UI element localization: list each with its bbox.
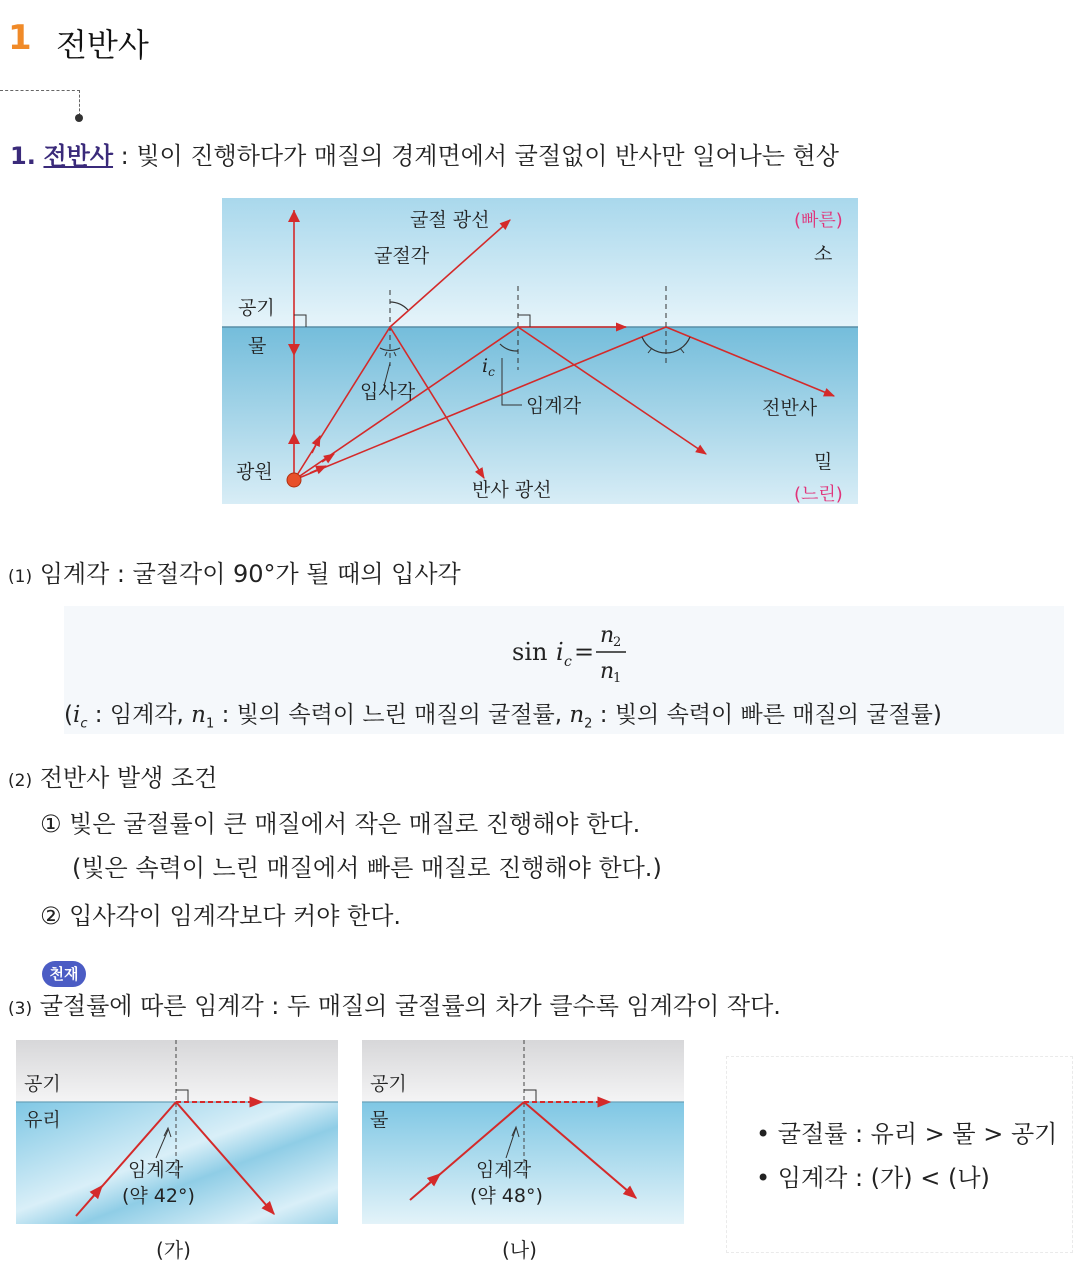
label-dense: 밀 [814, 451, 833, 473]
note-critical-angle: • 임계각 : (가) < (나) [756, 1164, 990, 1192]
condition-1-note: (빛은 속력이 느린 매질에서 빠른 매질로 진행해야 한다.) [72, 854, 662, 882]
label-total-reflection: 전반사 [762, 397, 818, 419]
total-reflection-diagram [222, 198, 858, 504]
section-title: 전반사 [56, 26, 149, 64]
svg-text:1: 1 [613, 671, 622, 684]
section-number: 1 [8, 18, 32, 58]
dotted-guide-line [0, 90, 80, 91]
comparison-box [726, 1056, 1073, 1253]
note-refractive-index: • 굴절률 : 유리 > 물 > 공기 [756, 1120, 1058, 1148]
svg-text:i: i [556, 638, 564, 666]
item-2-title: 전반사 발생 조건 [39, 764, 218, 792]
label-critical-angle: 임계각 [526, 395, 582, 417]
formula-legend: ($i_c$ : 임계각, $n_1$ : 빛의 속력이 느린 매질의 굴절률, $n_2$ : 빛의 속력이 빠른 매질의 굴절률) [64, 702, 942, 732]
panel-water-angle-value: (약 48°) [470, 1185, 543, 1207]
panel-water-top-label: 공기 [370, 1073, 407, 1095]
item-1-text: : 굴절각이 90°가 될 때의 입사각 [109, 560, 461, 588]
air-region [222, 198, 858, 327]
item-3-term: 굴절률 [39, 992, 110, 1020]
panel-glass-angle-label: 임계각 [128, 1159, 184, 1181]
label-air: 공기 [238, 297, 275, 319]
critical-angle-formula [512, 620, 642, 684]
item-2-number: (2) [8, 771, 33, 791]
item-3-number: (3) [8, 999, 33, 1019]
light-source-dot [287, 473, 301, 487]
label-ic: $i_c$ [482, 355, 495, 379]
svg-text:2: 2 [613, 635, 622, 650]
svg-text:c: c [564, 654, 572, 670]
label-fast: (빠른) [794, 210, 843, 231]
panel-glass-bottom-label: 유리 [24, 1109, 61, 1131]
label-water: 물 [248, 335, 267, 357]
label-incident-angle: 입사각 [360, 381, 416, 403]
definition-text: : 빛이 진행하다가 매질의 경계면에서 굴절없이 반사만 일어나는 현상 [113, 142, 839, 170]
definition-term: 전반사 [43, 142, 114, 170]
condition-2: ② 입사각이 임계각보다 커야 한다. [40, 902, 402, 930]
panel-glass-angle-value: (약 42°) [122, 1185, 195, 1207]
panel-water-bottom-label: 물 [370, 1109, 389, 1131]
label-reflected-ray: 반사 광선 [472, 479, 552, 501]
svg-text:n: n [600, 623, 615, 648]
svg-text:sin: sin [512, 638, 548, 666]
panel-glass-caption: (가) [156, 1238, 191, 1262]
item-1-number: (1) [8, 567, 33, 587]
condition-1: ① 빛은 굴절률이 큰 매질에서 작은 매질로 진행해야 한다. [40, 810, 641, 838]
panel-glass-top-label: 공기 [24, 1073, 61, 1095]
dotted-guide-vline [79, 90, 80, 116]
guide-dot [75, 114, 83, 122]
panel-water-angle-label: 임계각 [476, 1159, 532, 1181]
panel-water-caption: (나) [502, 1238, 537, 1262]
publisher-badge: 천재 [42, 961, 86, 987]
definition-number: 1. [10, 142, 36, 170]
item-3-text: 에 따른 임계각 : 두 매질의 굴절률의 차가 클수록 임계각이 작다. [109, 992, 781, 1020]
item-3-line [8, 986, 781, 1021]
svg-text:n: n [600, 659, 615, 684]
label-refracted-ray: 굴절 광선 [410, 209, 490, 231]
definition-line [10, 136, 839, 171]
label-slow: (느린) [794, 484, 843, 504]
panel-water [362, 1040, 684, 1224]
label-light-source: 광원 [236, 461, 273, 483]
svg-text:=: = [574, 638, 595, 666]
item-1-line [8, 554, 461, 589]
item-1-term: 임계각 [39, 560, 110, 588]
item-2-line [8, 758, 217, 793]
panel-glass [16, 1040, 338, 1224]
label-refraction-angle: 굴절각 [374, 245, 430, 267]
label-sparse: 소 [814, 243, 833, 265]
